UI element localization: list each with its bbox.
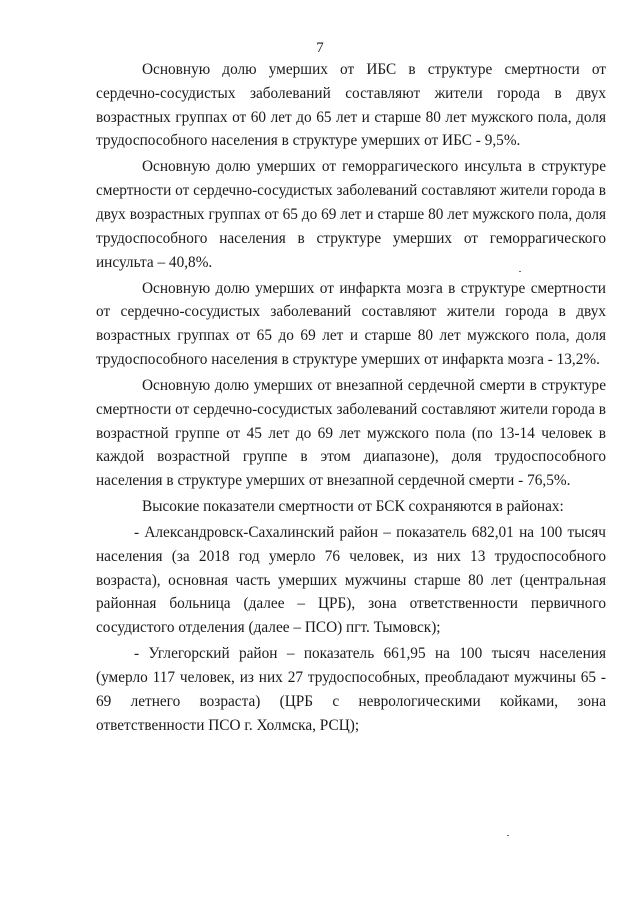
scan-speck	[507, 835, 509, 836]
page-number: 7	[316, 40, 324, 56]
list-item-uglegorsky: - Углегорский район – показатель 661,95 на 100 тысяч населения (умерло 117 человек, из них 27 трудоспособных, преобладают мужчины 65 - 69 летнего возраста) (ЦРБ с неврологическими койками, зона ответственности ПСО г. Холмска, РСЦ);	[96, 645, 606, 734]
body-text	[96, 58, 606, 737]
scan-speck	[519, 271, 521, 272]
list-item-aleksandrovsk-sakhalinsky: - Александровск-Сахалинский район – показатель 682,01 на 100 тысяч населения (за 2018 год умерло 76 человек, из них 13 трудоспособного возраста), основная часть умерших мужчины старше 80 лет (центральная районная больница (далее – ЦРБ), зона ответственности первичного сосудистого отделения (далее – ПСО) пгт. Тымовск);	[96, 524, 606, 637]
paragraph-cerebral-infarction: Основную долю умерших от инфаркта мозга в структуре смертности от сердечно-сосудистых заболеваний составляют жители города в двух возрастных группах от 65 до 69 лет и старше 80 лет мужского пола, доля трудоспособного населения в структуре умерших от инфаркта мозга - 13,2%.	[96, 279, 606, 368]
paragraph-sudden-cardiac-death: Основную долю умерших от внезапной сердечной смерти в структуре смертности от сердечно-сосудистых заболеваний составляют жители города в возрастной группе от 45 лет до 69 лет мужского пола (по 13-14 человек в каждой возрастной группе в этом диапазоне), доля трудоспособного населения в структуре умерших от внезапной сердечной смерти - 76,5%.	[96, 376, 606, 490]
paragraph-ibs: Основную долю умерших от ИБС в структуре смертности от сердечно-сосудистых заболеваний составляют жители города в двух возрастных группах от 60 лет до 65 лет и старше 80 лет мужского пола, доля трудоспособного населения в структуре умерших от ИБС - 9,5%.	[96, 61, 606, 150]
paragraph-high-mortality-districts: Высокие показатели смертности от БСК сохраняются в районах:	[142, 498, 564, 516]
paragraph-hemorrhagic-stroke: Основную долю умерших от геморрагического инсульта в структуре смертности от сердечно-сосудистых заболеваний составляют жители города в двух возрастных группах от 65 до 69 лет и старше 80 лет мужского пола, доля трудоспособного населения в структуре умерших от геморрагического инсульта – 40,8%.	[96, 158, 606, 271]
